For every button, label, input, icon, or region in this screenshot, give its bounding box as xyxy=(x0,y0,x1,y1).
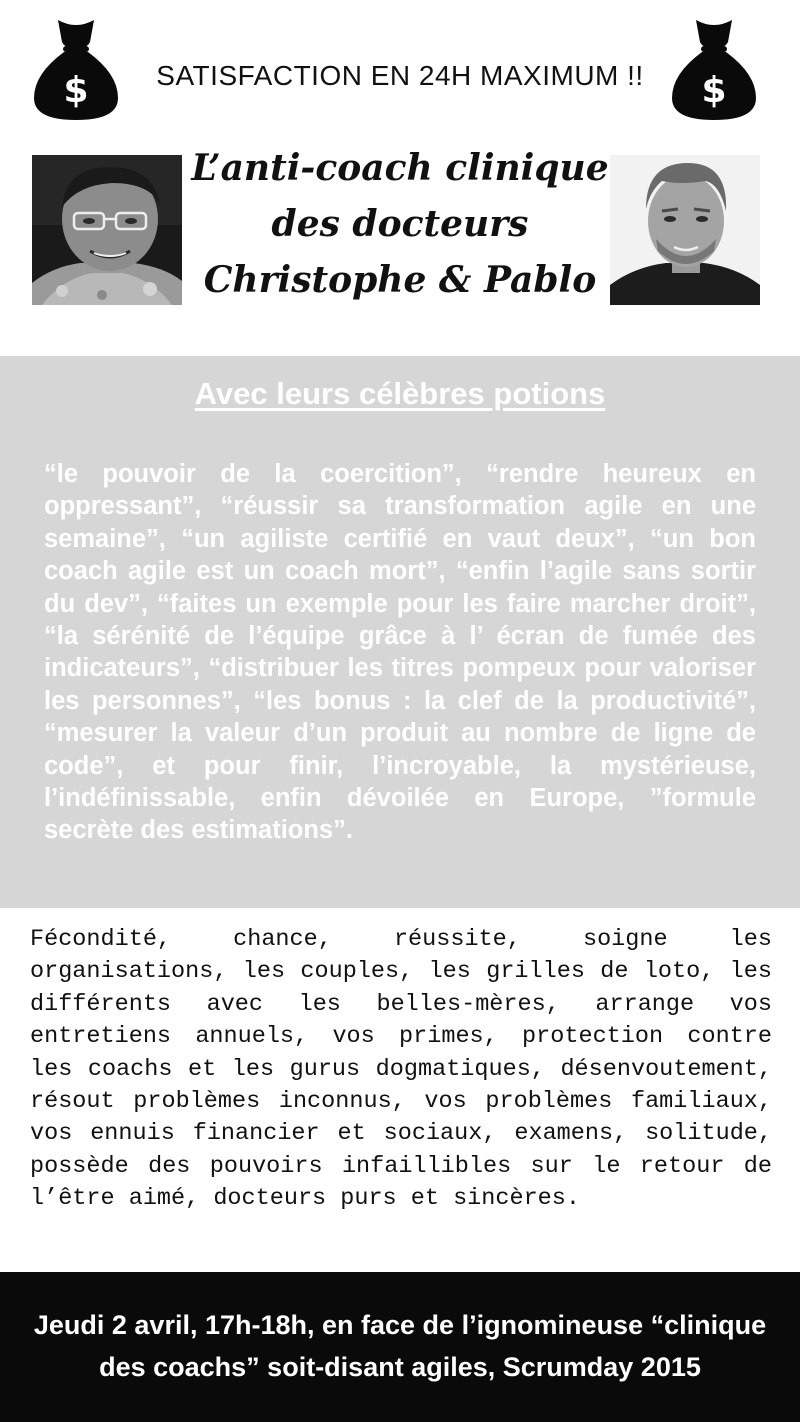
potions-heading: Avec leurs célèbres potions xyxy=(194,376,606,411)
footer-line-2: des coachs” soit-disant agiles, Scrumday 2015 xyxy=(99,1352,701,1382)
title-line-1: L’anti-coach clinique xyxy=(191,147,609,189)
portrait-pablo xyxy=(610,155,760,305)
footer-banner xyxy=(0,1272,800,1422)
footer-line-1: Jeudi 2 avril, 17h-18h, en face de l’ignomineuse “clinique xyxy=(33,1310,767,1340)
services-text: Fécondité, chance, réussite, soigne les organisations, les couples, les grilles de loto, les différents avec les belles-mères, arrange vos entretiens annuels, vos primes, protection contre les coachs et les gurus dogmatiques, désenvoutement, résout problèmes inconnus, vos problèmes familiaux, vos ennuis financier et sociaux, examens, solitude, possède des pouvoirs infaillibles sur le retour de l’être aimé, docteurs purs et sincères. xyxy=(30,926,772,1213)
potions-text: “le pouvoir de la coercition”, “rendre heureux en oppressant”, “réussir sa transformation agile en une semaine”, “un agiliste certifié en vaut deux”, “un bon coach agile est un coach mort”, “enfin l’agile sans sortir du dev”, “faites un exemple pour les faire marcher droit”, “la sérénité de l’équipe grâce à l’ écran de fumée des indicateurs”, “distribuer les titres pompeux pour valoriser les personnes”, “les bonus : la clef de la productivité”, “mesurer la valeur d’un produit au nombre de ligne de code”, et pour finir, l’incroyable, la mystérieuse, l’indéfinissable, enfin dévoilée en Europe, ”formule secrète des estimations”. xyxy=(44,460,756,845)
money-bag-icon xyxy=(30,16,122,122)
footer-text xyxy=(20,1304,780,1388)
money-bag-icon xyxy=(668,16,760,122)
title-line-3: Christophe & Pablo xyxy=(203,259,597,301)
portrait-christophe xyxy=(32,155,182,305)
dollar-symbol: $ xyxy=(701,70,727,111)
potions-panel xyxy=(0,356,800,908)
dollar-symbol: $ xyxy=(63,70,89,111)
satisfaction-tagline: SATISFACTION EN 24H MAXIMUM !! xyxy=(156,60,644,91)
page-title xyxy=(190,140,610,308)
title-line-2: des docteurs xyxy=(271,203,529,245)
